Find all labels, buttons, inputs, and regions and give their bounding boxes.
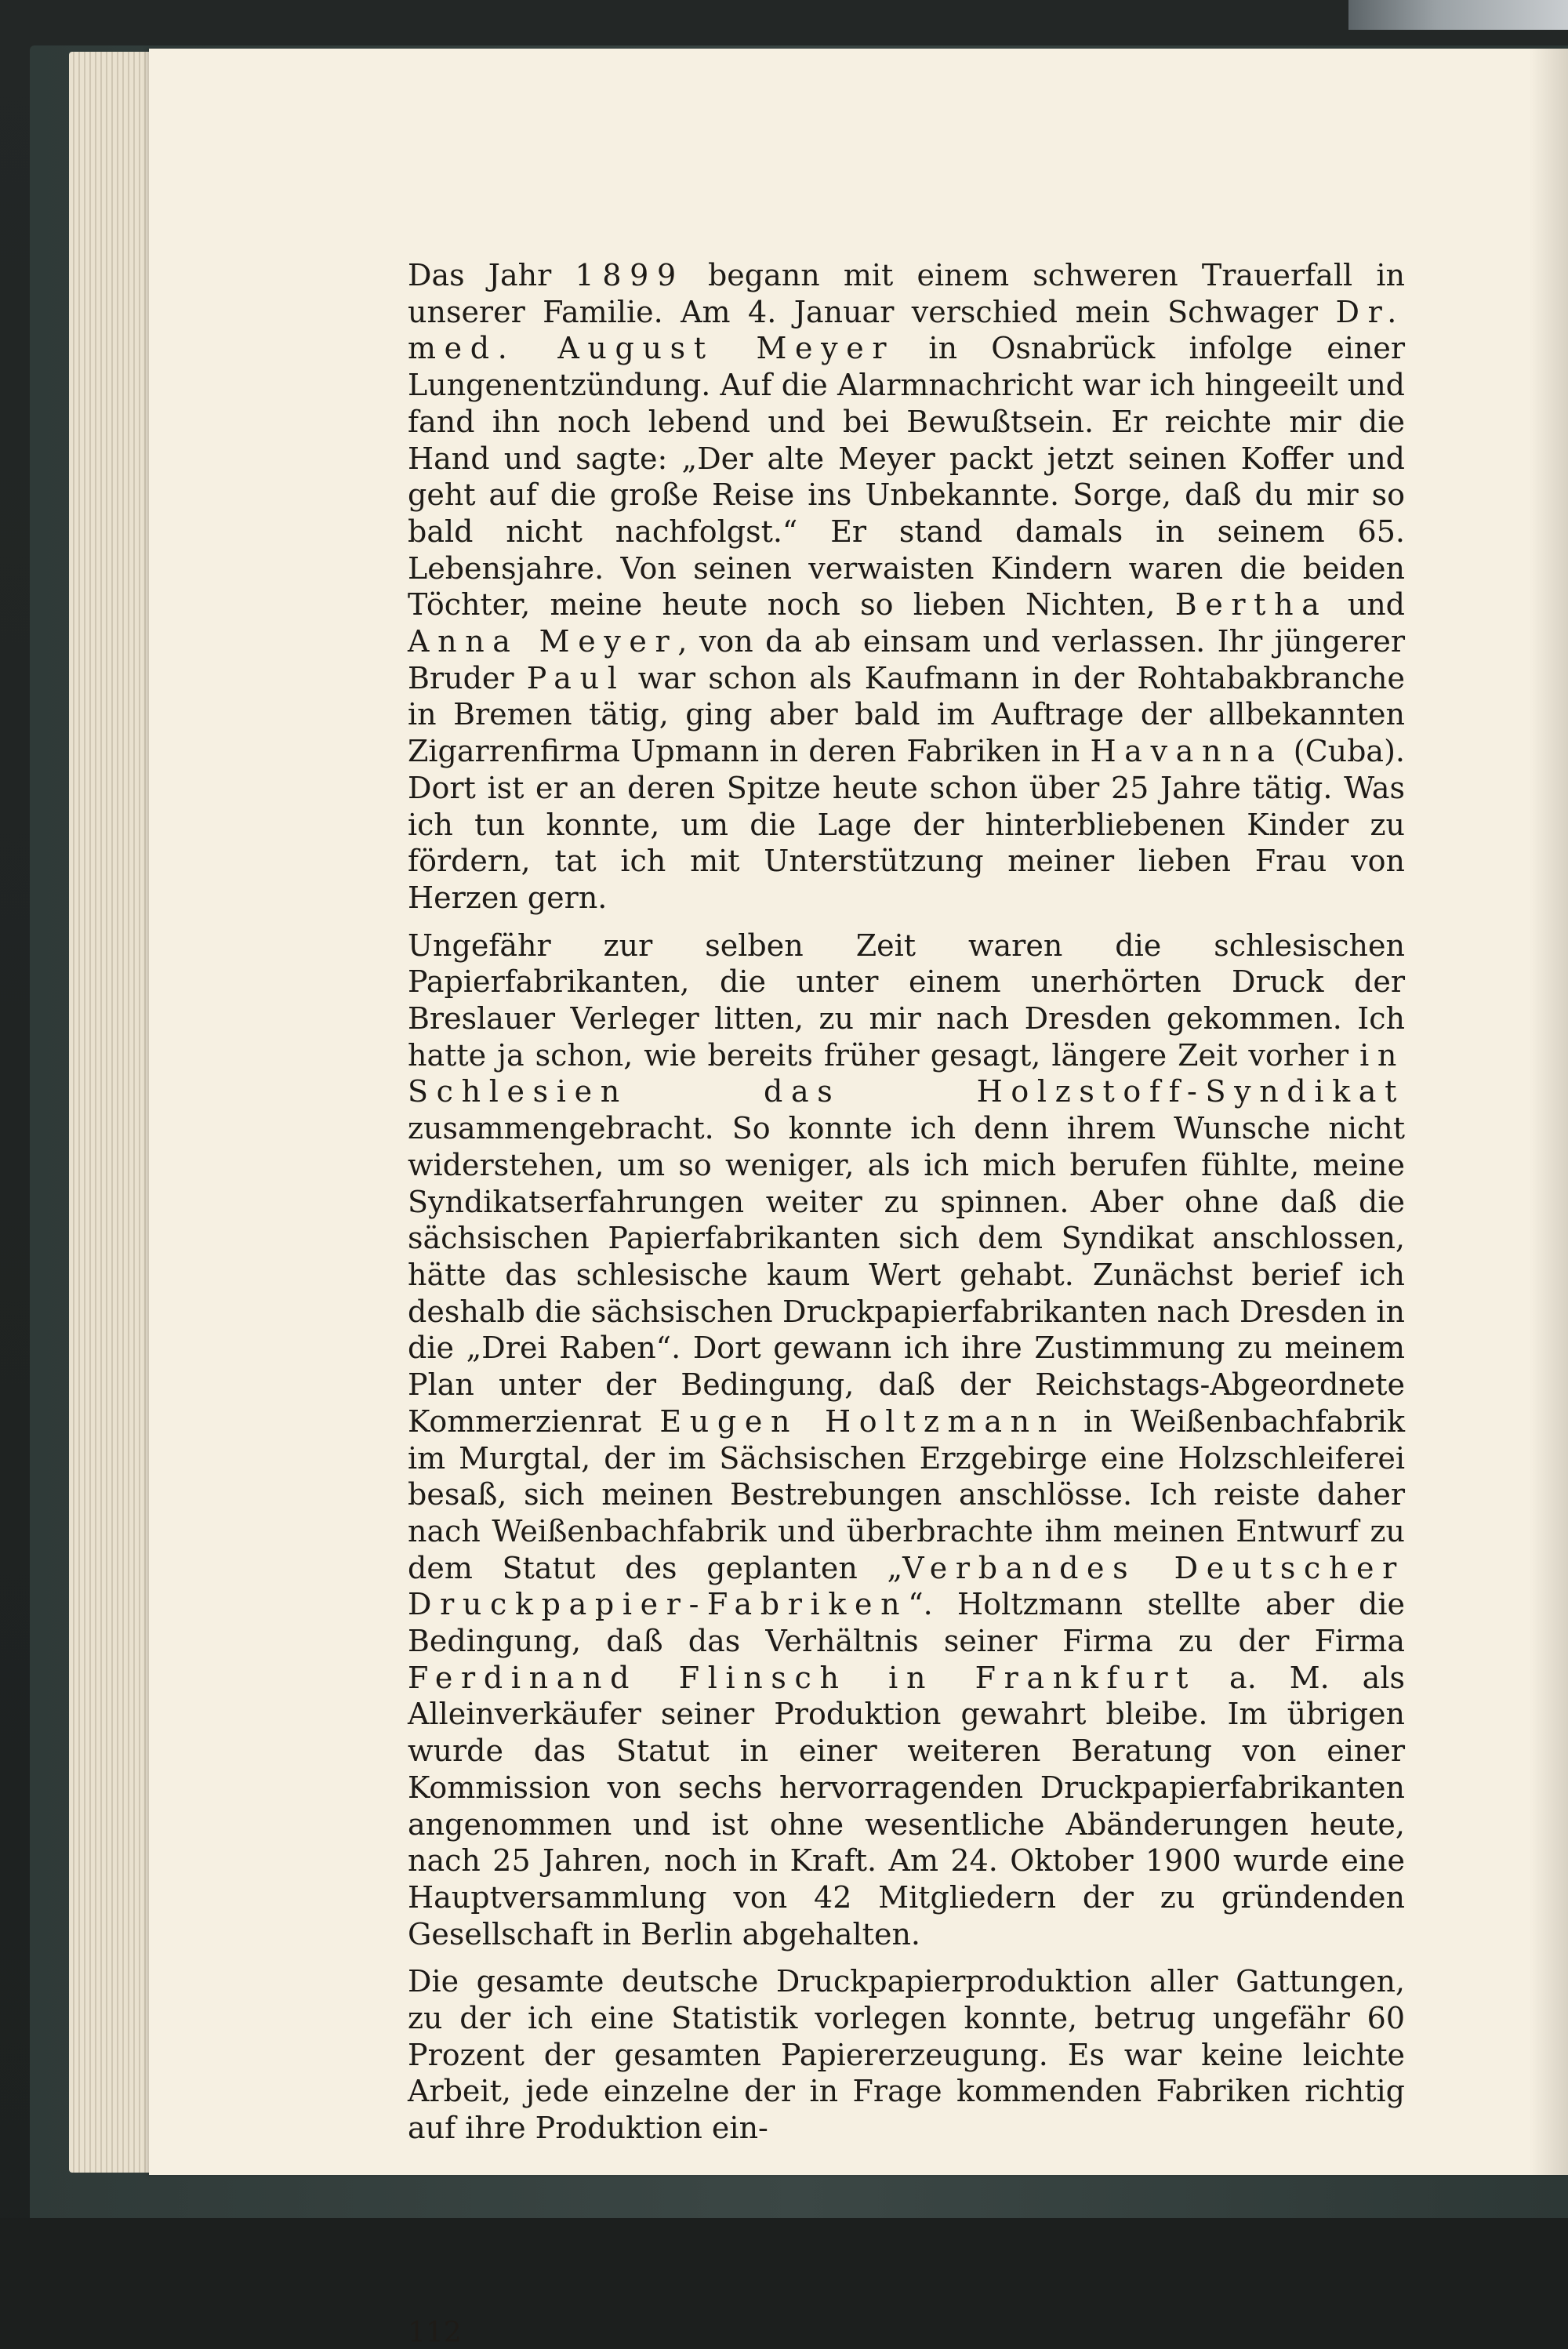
- paragraph-1: [408, 257, 1405, 917]
- text-run: in Weißenbachfabrik im Murgtal, der im Sächsischen Erzgebirge eine Holzschleiferei besaß, sich meinen Bestrebungen anschlösse. Ich reiste daher nach Weißenbachfabrik und überbrachte ihm meinen Entwurf zu dem Statut des geplanten „: [408, 1403, 1405, 1585]
- text-run: (Cuba). Dort ist er an deren Spitze heute schon über 25 Jahre tätig. Was ich tun konnte, um die Lage der hinterbliebenen Kinder zu fördern, tat ich mit Unterstützung meiner lieben Frau von Herzen gern.: [408, 734, 1405, 915]
- text-run: Die gesamte deutsche Druckpapierproduktion aller Gattungen, zu der ich eine Statistik vorlegen konnte, betrug ungefähr 60 Prozent der gesamten Papiererzeugung. Es war keine leichte Arbeit, jede einzelne der in Frage kommenden Fabriken richtig auf ihre Produktion ein-: [408, 1964, 1405, 2146]
- text-run: Das Jahr: [408, 258, 575, 292]
- page-gutter-shadow: [1529, 49, 1568, 2175]
- text-run: , von da ab einsam und verlassen. Ihr jüngerer Bruder: [408, 624, 1405, 695]
- spaced-emphasis-text: Eugen Holtzmann: [659, 1403, 1065, 1439]
- spaced-emphasis-text: Ferdinand Flinsch in Frankfurt: [408, 1660, 1197, 1695]
- text-run: a. M. als Alleinverkäufer seiner Produktion gewahrt bleibe. Im übrigen wurde das Statut in einer weiteren Beratung von einer Kommission von sechs hervorragenden Druckpapierfabrikanten angenommen und ist ohne wesentliche Abänderungen heute, nach 25 Jahren, noch in Kraft. Am 24. Oktober 1900 wurde eine Hauptversammlung von 42 Mitgliedern der zu gründenden Gesellschaft in Berlin abgehalten.: [408, 1660, 1405, 1951]
- text-run: zusammengebracht. So konnte ich denn ihrem Wunsche nicht widerstehen, um so weniger, als ich mich berufen fühlte, meine Syndikatserfahrungen weiter zu spinnen. Aber ohne daß die sächsischen Papierfabrikanten sich dem Syndikat anschlossen, hätte das schlesische kaum Wert gehabt. Zunächst berief ich deshalb die sächsischen Druckpapierfabrikanten nach Dresden in die „Drei Raben“. Dort gewann ich ihre Zustimmung zu meinem Plan unter der Bedingung, daß der Reichstags-Abgeordnete Kommerzienrat: [408, 1111, 1405, 1439]
- spaced-emphasis-text: Paul: [526, 660, 626, 695]
- spaced-emphasis-text: in Schlesien das Holzstoff-Syndikat: [408, 1037, 1405, 1109]
- body-text: [408, 257, 1405, 2147]
- spaced-emphasis-text: Bertha: [1174, 587, 1328, 623]
- paragraph-3: [408, 1963, 1405, 2147]
- page-number: 112: [408, 2317, 462, 2349]
- text-run: war schon als Kaufmann in der Rohtabakbranche in Bremen tätig, ging aber bald im Auftrage der allbekannten Zigarrenfirma Upmann in deren Fabriken in: [408, 660, 1405, 769]
- text-run: Ungefähr zur selben Zeit waren die schlesischen Papierfabrikanten, die unter einem unerhörten Druck der Breslauer Verleger litten, zu mir nach Dresden gekommen. Ich hatte ja schon, wie bereits früher gesagt, längere Zeit vorher: [408, 928, 1405, 1073]
- spaced-emphasis-text: Verbandes Deutscher Druckpapier-Fabriken: [408, 1550, 1405, 1622]
- text-run: und: [1327, 587, 1405, 623]
- page-edges: [69, 52, 155, 2173]
- spaced-emphasis-text: Havanna: [1090, 734, 1283, 769]
- spaced-emphasis-text: 1899: [575, 258, 684, 292]
- text-run: “. Holtzmann stellte aber die Bedingung, daß das Verhältnis seiner Firma zu der Firma: [408, 1587, 1405, 1659]
- spaced-emphasis-text: Dr. med. August Meyer: [408, 294, 1405, 366]
- text-run: begann mit einem schweren Trauerfall in unserer Familie. Am 4. Januar verschied mein Schwager: [408, 258, 1405, 329]
- background-strip: [1348, 0, 1568, 30]
- text-run: in Osnabrück infolge einer Lungenentzündung. Auf die Alarmnachricht war ich hingeeilt und fand ihn noch lebend und bei Bewußtsein. Er reichte mir die Hand und sagte: „Der alte Meyer packt jetzt seinen Koffer und geht auf die große Reise ins Unbekannte. Sorge, daß du mir so bald nicht nachfolgst.“ Er stand damals in seinem 65. Lebensjahre. Von seinen verwaisten Kindern waren die beiden Töchter, meine heute noch so lieben Nichten,: [408, 331, 1405, 623]
- paragraph-2: [408, 928, 1405, 1953]
- spaced-emphasis-text: Anna Meyer: [408, 624, 678, 659]
